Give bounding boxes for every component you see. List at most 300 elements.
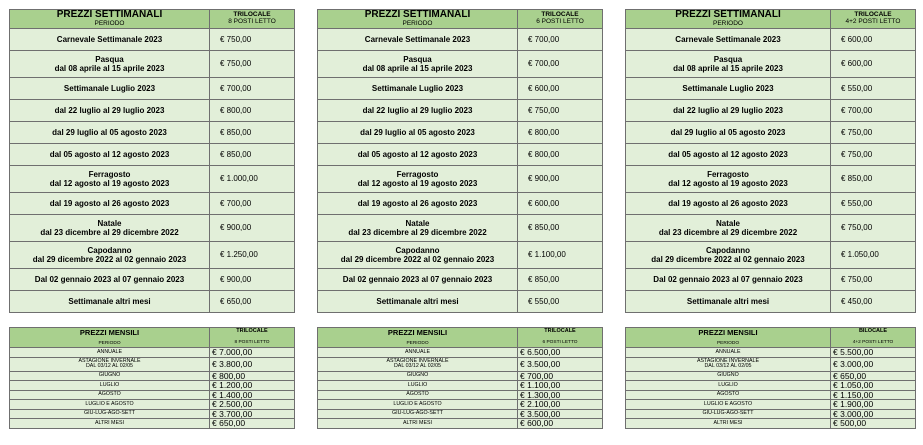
period-cell (626, 381, 831, 391)
price-row (318, 28, 603, 50)
period-line: dal 08 aprile al 15 aprile 2023 (673, 63, 783, 73)
price-cell: € 750,00 (210, 28, 295, 50)
period-cell (318, 77, 518, 99)
apartment-capacity: 4+2 POSTI LETTO (852, 340, 894, 346)
header-title-cell (626, 10, 831, 29)
price-cell: € 7.000,00 (210, 348, 295, 358)
period-line: ALTRI MESI (94, 419, 125, 426)
period-line: dal 05 agosto al 12 agosto 2023 (357, 149, 478, 159)
period-cell (626, 241, 831, 268)
period-line: dal 29 dicembre 2022 al 02 gennaio 2023 (340, 254, 495, 264)
period-cell (10, 121, 210, 143)
price-row (10, 165, 295, 192)
header-row (626, 328, 916, 348)
price-row (318, 357, 603, 371)
price-row (10, 400, 295, 410)
period-line: Pasqua (95, 54, 124, 64)
period-line: DAL 03/12 AL 02/05 (85, 363, 134, 369)
price-cell: € 800,00 (518, 121, 603, 143)
price-row (626, 419, 916, 429)
price-cell: € 700,00 (831, 99, 916, 121)
price-row (318, 268, 603, 290)
header-title-cell (10, 10, 210, 29)
table-title: PREZZI MENSILI (387, 328, 448, 338)
period-cell (626, 419, 831, 429)
price-cell: € 550,00 (831, 77, 916, 99)
period-line: GIUGNO (406, 372, 429, 379)
weekly-prices-table-4-2-posti (625, 9, 916, 313)
header-row (10, 10, 295, 29)
price-row (626, 165, 916, 192)
price-row (10, 381, 295, 391)
header-row (318, 328, 603, 348)
period-line: dal 12 agosto al 19 agosto 2023 (49, 178, 170, 188)
price-cell: € 3.000,00 (831, 357, 916, 371)
price-cell: € 3.800,00 (210, 357, 295, 371)
period-line: LUGLIO (99, 381, 120, 388)
price-cell: € 650,00 (210, 290, 295, 312)
apartment-capacity: 6 POSTI LETTO (542, 340, 578, 346)
price-cell: € 700,00 (210, 192, 295, 214)
price-row (318, 99, 603, 121)
period-line: Capodanno (706, 245, 750, 255)
price-row (10, 28, 295, 50)
period-cell (318, 241, 518, 268)
period-cell (10, 419, 210, 429)
price-cell: € 1.100,00 (518, 241, 603, 268)
price-cell: € 750,00 (210, 50, 295, 77)
apartment-type: BILOCALE (858, 327, 888, 334)
header-row (318, 10, 603, 29)
period-line: Capodanno (395, 245, 440, 255)
price-row (318, 290, 603, 312)
price-cell: € 3.700,00 (210, 409, 295, 419)
monthly-table-body (626, 328, 916, 429)
price-cell: € 750,00 (831, 143, 916, 165)
price-row (10, 348, 295, 358)
price-row (626, 28, 916, 50)
price-cell: € 600,00 (831, 28, 916, 50)
price-row (626, 77, 916, 99)
header-title-cell (10, 328, 210, 348)
header-apartment-cell (518, 10, 603, 29)
period-line: LUGLIO E AGOSTO (703, 400, 753, 407)
period-line: dal 29 dicembre 2022 al 02 gennaio 2023 (651, 254, 805, 264)
period-line: dal 23 dicembre al 29 dicembre 2022 (658, 227, 798, 237)
price-cell: € 750,00 (831, 121, 916, 143)
period-label: PERIODO (94, 20, 125, 27)
header-apartment-cell (518, 328, 603, 348)
period-cell (10, 371, 210, 381)
apartment-type: TRILOCALE (541, 10, 579, 18)
period-cell (626, 371, 831, 381)
price-cell: € 750,00 (831, 214, 916, 241)
period-line: Dal 02 gennaio 2023 al 07 gennaio 2023 (342, 274, 493, 284)
price-cell: € 900,00 (210, 214, 295, 241)
price-cell: € 700,00 (518, 50, 603, 77)
price-cell: € 600,00 (518, 419, 603, 429)
apartment-type: TRILOCALE (233, 10, 271, 18)
period-cell (318, 214, 518, 241)
period-line: Ferragosto (88, 169, 131, 179)
period-cell (626, 348, 831, 358)
period-line: Carnevale Settimanale 2023 (364, 34, 471, 44)
period-line: AGOSTO (406, 391, 429, 398)
period-cell (318, 50, 518, 77)
period-cell (318, 143, 518, 165)
period-line: GIU-LUG-AGO-SETT (84, 410, 135, 417)
header-title-cell (318, 10, 518, 29)
period-line: dal 23 dicembre al 29 dicembre 2022 (348, 227, 487, 237)
apartment-type: TRILOCALE (854, 10, 892, 18)
price-row (318, 241, 603, 268)
price-row (318, 165, 603, 192)
period-label: PERIODO (713, 20, 743, 27)
period-cell (626, 400, 831, 410)
period-line: ANNUALE (404, 348, 431, 355)
period-cell (626, 143, 831, 165)
period-cell (626, 390, 831, 400)
weekly-table-body (318, 10, 603, 313)
price-row (10, 214, 295, 241)
price-row (626, 143, 916, 165)
apartment-capacity: 8 POSTI LETTO (234, 340, 270, 346)
price-row (626, 348, 916, 358)
apartment-capacity: 6 POSTI LETTO (536, 18, 584, 26)
period-line: GIU-LUG-AGO-SETT (702, 410, 754, 417)
price-cell: € 450,00 (831, 290, 916, 312)
price-cell: € 850,00 (210, 143, 295, 165)
period-cell (10, 409, 210, 419)
period-cell (10, 381, 210, 391)
period-line: LUGLIO E AGOSTO (85, 400, 134, 407)
period-line: Settimanale Luglio 2023 (682, 83, 774, 93)
period-line: dal 19 agosto al 26 agosto 2023 (668, 198, 788, 208)
period-line: dal 08 aprile al 15 aprile 2023 (362, 63, 473, 73)
price-row (10, 241, 295, 268)
period-line: dal 12 agosto al 19 agosto 2023 (357, 178, 478, 188)
period-line: Pasqua (403, 54, 432, 64)
period-cell (10, 241, 210, 268)
price-row (318, 348, 603, 358)
period-cell (626, 165, 831, 192)
price-cell: € 850,00 (831, 165, 916, 192)
period-cell (318, 390, 518, 400)
period-cell (626, 50, 831, 77)
period-cell (626, 409, 831, 419)
period-label: PERIODO (406, 340, 429, 346)
period-cell (318, 371, 518, 381)
period-line: dal 22 luglio al 29 luglio 2023 (362, 105, 473, 115)
price-cell: € 550,00 (518, 290, 603, 312)
period-line: dal 22 luglio al 29 luglio 2023 (673, 105, 783, 115)
monthly-prices-table-bilocale (625, 327, 916, 429)
price-row (626, 192, 916, 214)
period-line: ASTAGIONE INVERNALE (78, 357, 141, 364)
period-cell (10, 28, 210, 50)
monthly-table-body (10, 328, 295, 429)
price-row (318, 409, 603, 419)
price-row (10, 192, 295, 214)
price-cell: € 600,00 (518, 192, 603, 214)
period-line: DAL 03/12 AL 02/05 (704, 363, 752, 369)
period-cell (626, 121, 831, 143)
period-line: LUGLIO E AGOSTO (393, 400, 442, 407)
period-cell (10, 192, 210, 214)
header-title-cell (318, 328, 518, 348)
period-line: ASTAGIONE INVERNALE (386, 357, 449, 364)
price-cell: € 800,00 (518, 143, 603, 165)
period-cell (318, 192, 518, 214)
period-line: dal 29 luglio al 05 agosto 2023 (52, 127, 167, 137)
period-cell (318, 99, 518, 121)
period-cell (318, 381, 518, 391)
price-cell: € 1.050,00 (831, 381, 916, 391)
period-cell (626, 28, 831, 50)
price-cell: € 500,00 (831, 419, 916, 429)
header-apartment-cell (831, 328, 916, 348)
table-title: PREZZI SETTIMANALI (364, 9, 471, 20)
price-row (626, 214, 916, 241)
price-row (318, 192, 603, 214)
weekly-prices-table-6-posti (317, 9, 603, 313)
period-line: GIUGNO (717, 372, 739, 379)
price-cell: € 2.100,00 (518, 400, 603, 410)
period-cell (10, 268, 210, 290)
price-cell: € 750,00 (518, 99, 603, 121)
price-row (626, 357, 916, 371)
price-row (10, 77, 295, 99)
weekly-table-body (10, 10, 295, 313)
table-title: PREZZI SETTIMANALI (56, 9, 163, 20)
price-cell: € 900,00 (518, 165, 603, 192)
period-cell (318, 419, 518, 429)
period-label: PERIODO (402, 20, 433, 27)
period-cell (10, 143, 210, 165)
period-line: dal 19 agosto al 26 agosto 2023 (357, 198, 478, 208)
period-cell (10, 214, 210, 241)
monthly-table-body (318, 328, 603, 429)
period-line: ANNUALE (715, 348, 741, 355)
header-row (626, 10, 916, 29)
period-line: Natale (715, 218, 740, 228)
price-cell: € 1.900,00 (831, 400, 916, 410)
price-cell: € 1.150,00 (831, 390, 916, 400)
price-cell: € 700,00 (210, 77, 295, 99)
period-cell (10, 77, 210, 99)
period-cell (318, 290, 518, 312)
header-apartment-cell (831, 10, 916, 29)
price-cell: € 1.300,00 (518, 390, 603, 400)
period-line: AGOSTO (716, 391, 740, 398)
price-cell: € 2.500,00 (210, 400, 295, 410)
price-cell: € 6.500,00 (518, 348, 603, 358)
period-line: ALTRI MESI (402, 419, 433, 426)
period-cell (318, 28, 518, 50)
apartment-capacity: 8 POSTI LETTO (228, 18, 276, 26)
period-line: Dal 02 gennaio 2023 al 07 gennaio 2023 (653, 274, 803, 284)
period-line: Natale (97, 218, 122, 228)
price-cell: € 600,00 (831, 50, 916, 77)
monthly-prices-table-8-posti (9, 327, 295, 429)
price-row (626, 268, 916, 290)
period-cell (626, 77, 831, 99)
period-line: Pasqua (713, 54, 743, 64)
price-row (10, 143, 295, 165)
price-row (626, 241, 916, 268)
price-cell: € 650,00 (210, 419, 295, 429)
period-label: PERIODO (98, 340, 121, 346)
header-row (10, 328, 295, 348)
price-cell: € 1.100,00 (518, 381, 603, 391)
price-row (626, 99, 916, 121)
price-row (318, 143, 603, 165)
period-label: PERIODO (716, 340, 740, 346)
price-row (626, 121, 916, 143)
period-cell (626, 214, 831, 241)
price-row (318, 121, 603, 143)
price-row (626, 400, 916, 410)
price-row (318, 50, 603, 77)
period-line: Settimanale altri mesi (376, 296, 459, 306)
period-line: dal 05 agosto al 12 agosto 2023 (49, 149, 170, 159)
apartment-type: TRILOCALE (544, 327, 576, 334)
monthly-prices-table-6-posti (317, 327, 603, 429)
price-cell: € 1.200,00 (210, 381, 295, 391)
period-cell (10, 348, 210, 358)
period-cell (10, 165, 210, 192)
price-cell: € 800,00 (210, 371, 295, 381)
period-line: LUGLIO (718, 381, 738, 388)
period-line: DAL 03/12 AL 02/05 (393, 363, 442, 369)
header-apartment-cell (210, 328, 295, 348)
period-line: Dal 02 gennaio 2023 al 07 gennaio 2023 (34, 274, 185, 284)
price-row (10, 290, 295, 312)
period-line: dal 08 aprile al 15 aprile 2023 (54, 63, 165, 73)
period-line: Settimanale altri mesi (68, 296, 151, 306)
weekly-table-body (626, 10, 916, 313)
period-cell (626, 268, 831, 290)
price-row (10, 357, 295, 371)
period-cell (318, 165, 518, 192)
price-cell: € 700,00 (518, 28, 603, 50)
table-title: PREZZI MENSILI (79, 328, 140, 338)
price-cell: € 650,00 (831, 371, 916, 381)
price-row (10, 409, 295, 419)
period-cell (318, 268, 518, 290)
price-row (10, 268, 295, 290)
period-cell (626, 192, 831, 214)
price-row (10, 99, 295, 121)
period-line: dal 19 agosto al 26 agosto 2023 (49, 198, 170, 208)
period-cell (318, 409, 518, 419)
weekly-prices-table-8-posti (9, 9, 295, 313)
period-cell (318, 400, 518, 410)
period-line: Ferragosto (707, 169, 749, 179)
period-cell (318, 357, 518, 371)
period-line: dal 12 agosto al 19 agosto 2023 (668, 178, 788, 188)
period-cell (626, 290, 831, 312)
price-row (10, 50, 295, 77)
period-line: dal 29 luglio al 05 agosto 2023 (360, 127, 475, 137)
period-line: Capodanno (87, 245, 132, 255)
period-line: GIUGNO (98, 372, 121, 379)
period-cell (10, 50, 210, 77)
period-line: Ferragosto (396, 169, 439, 179)
price-cell: € 5.500,00 (831, 348, 916, 358)
price-cell: € 1.050,00 (831, 241, 916, 268)
price-cell: € 1.250,00 (210, 241, 295, 268)
period-line: Settimanale Luglio 2023 (63, 83, 156, 93)
price-cell: € 3.500,00 (518, 357, 603, 371)
table-title: PREZZI MENSILI (698, 328, 758, 338)
period-cell (626, 99, 831, 121)
price-cell: € 700,00 (518, 371, 603, 381)
price-cell: € 3.000,00 (831, 409, 916, 419)
period-line: dal 23 dicembre al 29 dicembre 2022 (40, 227, 179, 237)
period-line: Carnevale Settimanale 2023 (675, 34, 781, 44)
header-apartment-cell (210, 10, 295, 29)
price-cell: € 850,00 (518, 214, 603, 241)
period-line: ANNUALE (96, 348, 123, 355)
price-cell: € 800,00 (210, 99, 295, 121)
price-cell: € 900,00 (210, 268, 295, 290)
price-row (626, 381, 916, 391)
period-line: AGOSTO (98, 391, 121, 398)
price-cell: € 600,00 (518, 77, 603, 99)
price-cell: € 1.400,00 (210, 390, 295, 400)
price-row (626, 409, 916, 419)
period-line: Settimanale altri mesi (686, 296, 770, 306)
price-cell: € 850,00 (518, 268, 603, 290)
price-cell: € 850,00 (210, 121, 295, 143)
period-cell (10, 290, 210, 312)
price-row (318, 214, 603, 241)
period-line: dal 29 luglio al 05 agosto 2023 (670, 127, 786, 137)
period-line: GIU-LUG-AGO-SETT (392, 410, 443, 417)
period-cell (10, 357, 210, 371)
apartment-capacity: 4+2 POSTI LETTO (845, 18, 901, 26)
period-line: dal 29 dicembre 2022 al 02 gennaio 2023 (32, 254, 187, 264)
price-row (318, 381, 603, 391)
price-row (10, 121, 295, 143)
period-line: dal 05 agosto al 12 agosto 2023 (668, 149, 788, 159)
price-row (318, 400, 603, 410)
period-cell (318, 348, 518, 358)
period-cell (318, 121, 518, 143)
price-row (10, 419, 295, 429)
period-line: ASTAGIONE INVERNALE (696, 357, 759, 364)
price-row (626, 50, 916, 77)
header-title-cell (626, 328, 831, 348)
period-line: Natale (405, 218, 430, 228)
price-row (318, 77, 603, 99)
apartment-type: TRILOCALE (236, 327, 268, 334)
price-cell: € 1.000,00 (210, 165, 295, 192)
period-cell (626, 357, 831, 371)
period-cell (10, 99, 210, 121)
price-cell: € 550,00 (831, 192, 916, 214)
price-cell: € 750,00 (831, 268, 916, 290)
price-cell: € 3.500,00 (518, 409, 603, 419)
period-line: Carnevale Settimanale 2023 (56, 34, 163, 44)
period-line: Settimanale Luglio 2023 (371, 83, 464, 93)
period-line: dal 22 luglio al 29 luglio 2023 (54, 105, 165, 115)
price-row (318, 419, 603, 429)
period-cell (10, 400, 210, 410)
period-cell (10, 390, 210, 400)
table-title: PREZZI SETTIMANALI (675, 9, 781, 20)
